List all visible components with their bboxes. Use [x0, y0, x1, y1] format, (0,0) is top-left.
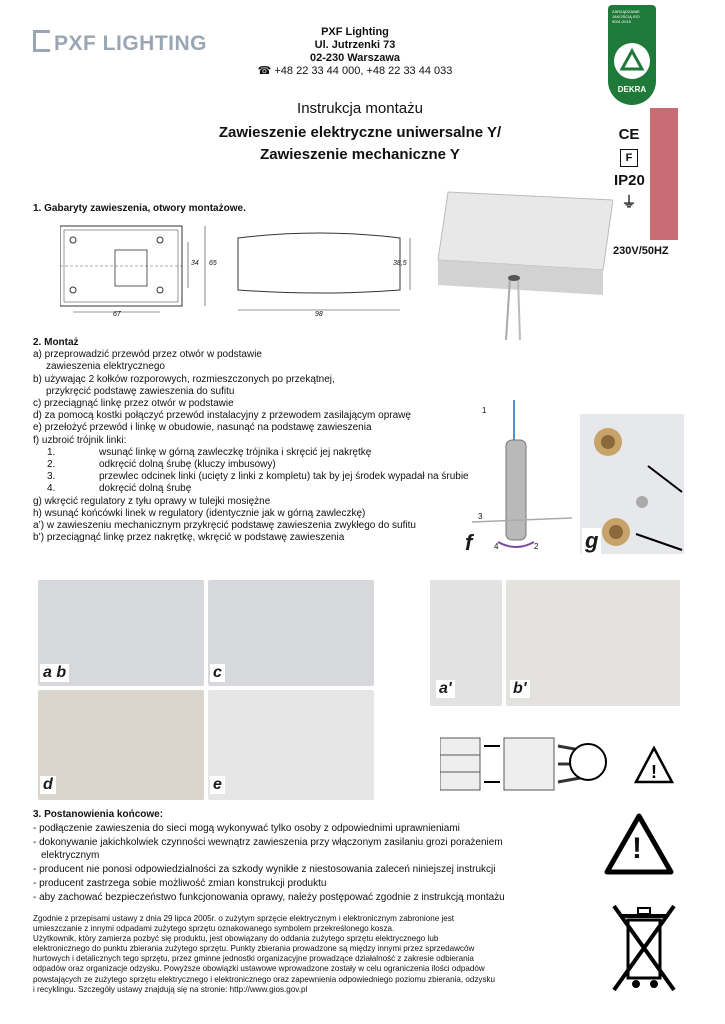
step-a-line-2: zawieszenia elektrycznego [46, 361, 165, 373]
final-note-5: - aby zachować bezpieczeństwo funkcjonowania oprawy, należy postępować zgodnie z instrukcją montażu [33, 891, 505, 903]
photo-b-prime [506, 580, 680, 706]
dim-98: 98 [315, 311, 323, 318]
small-warning-mark: ! [651, 762, 657, 782]
final-note-4: - producent zastrzega sobie możliwość zmian konstrukcji produktu [33, 877, 327, 889]
cert-symbols [614, 124, 644, 214]
step-g: g) wkręcić regulatory z tyłu oprawy w tulejki mosiężne [33, 495, 271, 507]
section-1-title: 1. Gabaryty zawieszenia, otwory montażowe. [33, 203, 246, 214]
weee-notice [33, 914, 533, 995]
dimension-drawing [60, 222, 420, 332]
dim-67: 67 [113, 311, 121, 318]
photo-ab [38, 580, 204, 686]
step-h: h) wsunąć końcówki linek w regulatory (identycznie jak w górną zawleczkę) [33, 507, 366, 519]
step-f-1 [33, 447, 473, 459]
section-2 [33, 337, 473, 544]
company-logo [33, 30, 207, 56]
phone-2: +48 22 33 44 033 [366, 65, 453, 77]
step-b-line-2: przykręcić podstawę zawieszenia do sufitu [46, 385, 235, 397]
company-city: 02-230 Warszawa [309, 52, 401, 64]
dekra-seal-icon [614, 43, 650, 79]
section-3 [33, 808, 543, 905]
label-num-2: 2 [534, 542, 539, 551]
section-2-title: 2. Montaż [33, 337, 79, 348]
final-note-3: - producent nie ponosi odpowiedzialności za szkody wynikłe z niestosowania zaleceń niniejszej instrukcji [33, 864, 496, 876]
weee-line-7: powstających ze zużytego sprzętu elektrycznego i elektronicznego oraz zapewnienia odpowiedniego poziomu zbierania, odzysku [33, 974, 496, 984]
f-mark-label: F [625, 152, 633, 164]
ce-mark-icon: CE [618, 126, 640, 143]
step-e: e) przełożyć przewód i linkę w obudowie, nasunąć na podstawę zawieszenia [33, 422, 372, 434]
photo-g-regulators [580, 414, 684, 554]
weee-line-4: elektronicznego do punktu zbierania zużytego sprzętu. Punkty zbierania prowadzone są między innymi przez sprzedawców [33, 944, 475, 954]
photo-c [208, 580, 374, 686]
step-b-line-1: b) używając 2 kołków rozporowych, rozmieszczonych po przekątnej, [33, 373, 335, 385]
ip20-mark: IP20 [614, 172, 645, 189]
logo-mark-icon [33, 30, 50, 52]
company-name: PXF Lighting [321, 26, 389, 38]
step-f-2-text: odkręcić dolną śrubę (kluczy imbusowy) [99, 459, 276, 471]
ground-icon: ⏚ [621, 194, 637, 211]
step-f-4-num: 4. [47, 483, 56, 495]
label-c: c [210, 664, 225, 682]
photo-a-prime [430, 580, 502, 706]
step-f-2 [33, 459, 473, 471]
weee-line-5: hurtowych i detalicznych tego sprzętu, przez gminne jednostki organizacyjne prowadzące działalność z zakresie odbierania [33, 954, 474, 964]
step-f-3-text: przewlec odcinek linki (ucięty z linki z kompletu) tak by jej środek wypadał na śrubie [99, 471, 469, 483]
label-b-prime: b' [510, 680, 530, 698]
step-f-4-text: dokręcić dolną śrubę [99, 483, 192, 495]
company-street: Ul. Jutrzenki 73 [314, 39, 396, 51]
doc-title: Instrukcja montażu [297, 100, 423, 117]
step-a-line-1: a) przeprowadzić przewód przez otwór w podstawie [33, 349, 262, 361]
photo-e [208, 690, 374, 800]
company-address [240, 26, 470, 78]
weee-line-6: odpadów oraz organizacje odzysku. Powyższe obowiązki ustawowe wprowadzone zostały w celu ograniczenia ilości odpadów [33, 964, 485, 974]
label-g: g [582, 528, 601, 554]
company-phones [240, 65, 470, 78]
step-a-prime: a’) w zawieszeniu mechanicznym przykręcić podstawę zawieszenia zwykłego do sufitu [33, 520, 416, 532]
step-f-1-text: wsunąć linkę w górną zawleczkę trójnika i skręcić jej nakrętkę [99, 446, 372, 458]
label-num-3: 3 [478, 512, 483, 521]
step-f-1-num: 1. [47, 446, 56, 458]
final-note-1: - podłączenie zawieszenia do sieci mogą wykonywać tylko osoby z odpowiednimi uprawnieniami [33, 822, 460, 834]
label-f: f [462, 530, 475, 556]
dim-34: 34 [191, 260, 199, 267]
phone-icon: ☎ [257, 65, 272, 77]
photo-f-cable-tee [462, 400, 582, 560]
label-e: e [210, 776, 225, 794]
final-note-2b: elektrycznym [41, 850, 100, 862]
logo-text: PXF LIGHTING [54, 32, 207, 55]
weee-line-8: i recyklingu. Szczegóły ustawy znajdują się na stronie: http://www.gios.gov.pl [33, 984, 308, 994]
step-c: c) przeciągnąć linkę przez otwór w podstawie [33, 398, 234, 410]
step-f-3 [33, 471, 473, 483]
weee-line-2: umieszczanie z innymi odpadami zużytego sprzętu oznakowanego symbolem przekreślonego kosza. [33, 924, 395, 934]
label-num-1: 1 [482, 406, 487, 415]
f-mark-icon [620, 149, 638, 167]
dim-38-5: 38,5 [393, 260, 407, 267]
weee-line-1: Zgodnie z przepisami ustawy z dnia 29 lipca 2005r. o zużytym sprzęcie elektrycznym i elektronicznym zabronione jest [33, 914, 455, 923]
label-ab: a b [40, 664, 69, 682]
step-d: d) za pomocą kostki połączyć przewód instalacyjny z przewodem zasilającym oprawę [33, 410, 411, 422]
canopy-render [428, 190, 613, 340]
crossed-bin-icon [608, 900, 680, 994]
step-f-3-num: 3. [47, 471, 56, 483]
step-f-4 [33, 483, 473, 495]
step-f: f) uzbroić trójnik linki: [33, 434, 127, 446]
section-3-title: 3. Postanowienia końcowe: [33, 809, 164, 820]
cert-word: DEKRA [617, 85, 647, 94]
weee-line-3: Użytkownik, który zamierza pozbyć się produktu, jest obowiązany do oddania zużytego sprzętu elektrycznego lub [33, 934, 439, 944]
label-a-prime: a' [436, 680, 455, 698]
label-d: d [40, 776, 56, 794]
label-num-4: 4 [494, 542, 499, 551]
photo-d [38, 690, 204, 800]
accent-bar [650, 108, 678, 240]
warning-symbol: ! [632, 832, 642, 865]
voltage-label: 230V/50HZ [613, 245, 669, 257]
dim-65: 65 [209, 260, 217, 267]
final-note-2a: - dokonywanie jakichkolwiek czynności wewnątrz zawieszenia przy włączonym zasilaniu grozi porażeniem [33, 836, 503, 848]
dekra-cert-badge [608, 5, 656, 105]
wiring-icons [440, 730, 690, 800]
doc-subtitle-2: Zawieszenie mechaniczne Y [260, 146, 460, 163]
cert-text: ZARZĄDZANIE JAKOŚCIĄ ISO 9001:2015 [612, 9, 640, 24]
warning-triangle-icon [603, 812, 675, 876]
step-f-2-num: 2. [47, 459, 56, 471]
phone-1: +48 22 33 44 000, [274, 65, 364, 77]
doc-subtitle-1: Zawieszenie elektryczne uniwersalne Y/ [218, 124, 502, 141]
step-b-prime: b’) przeciągnąć linkę przez nakrętkę, wkręcić w podstawę zawieszenia [33, 532, 345, 544]
